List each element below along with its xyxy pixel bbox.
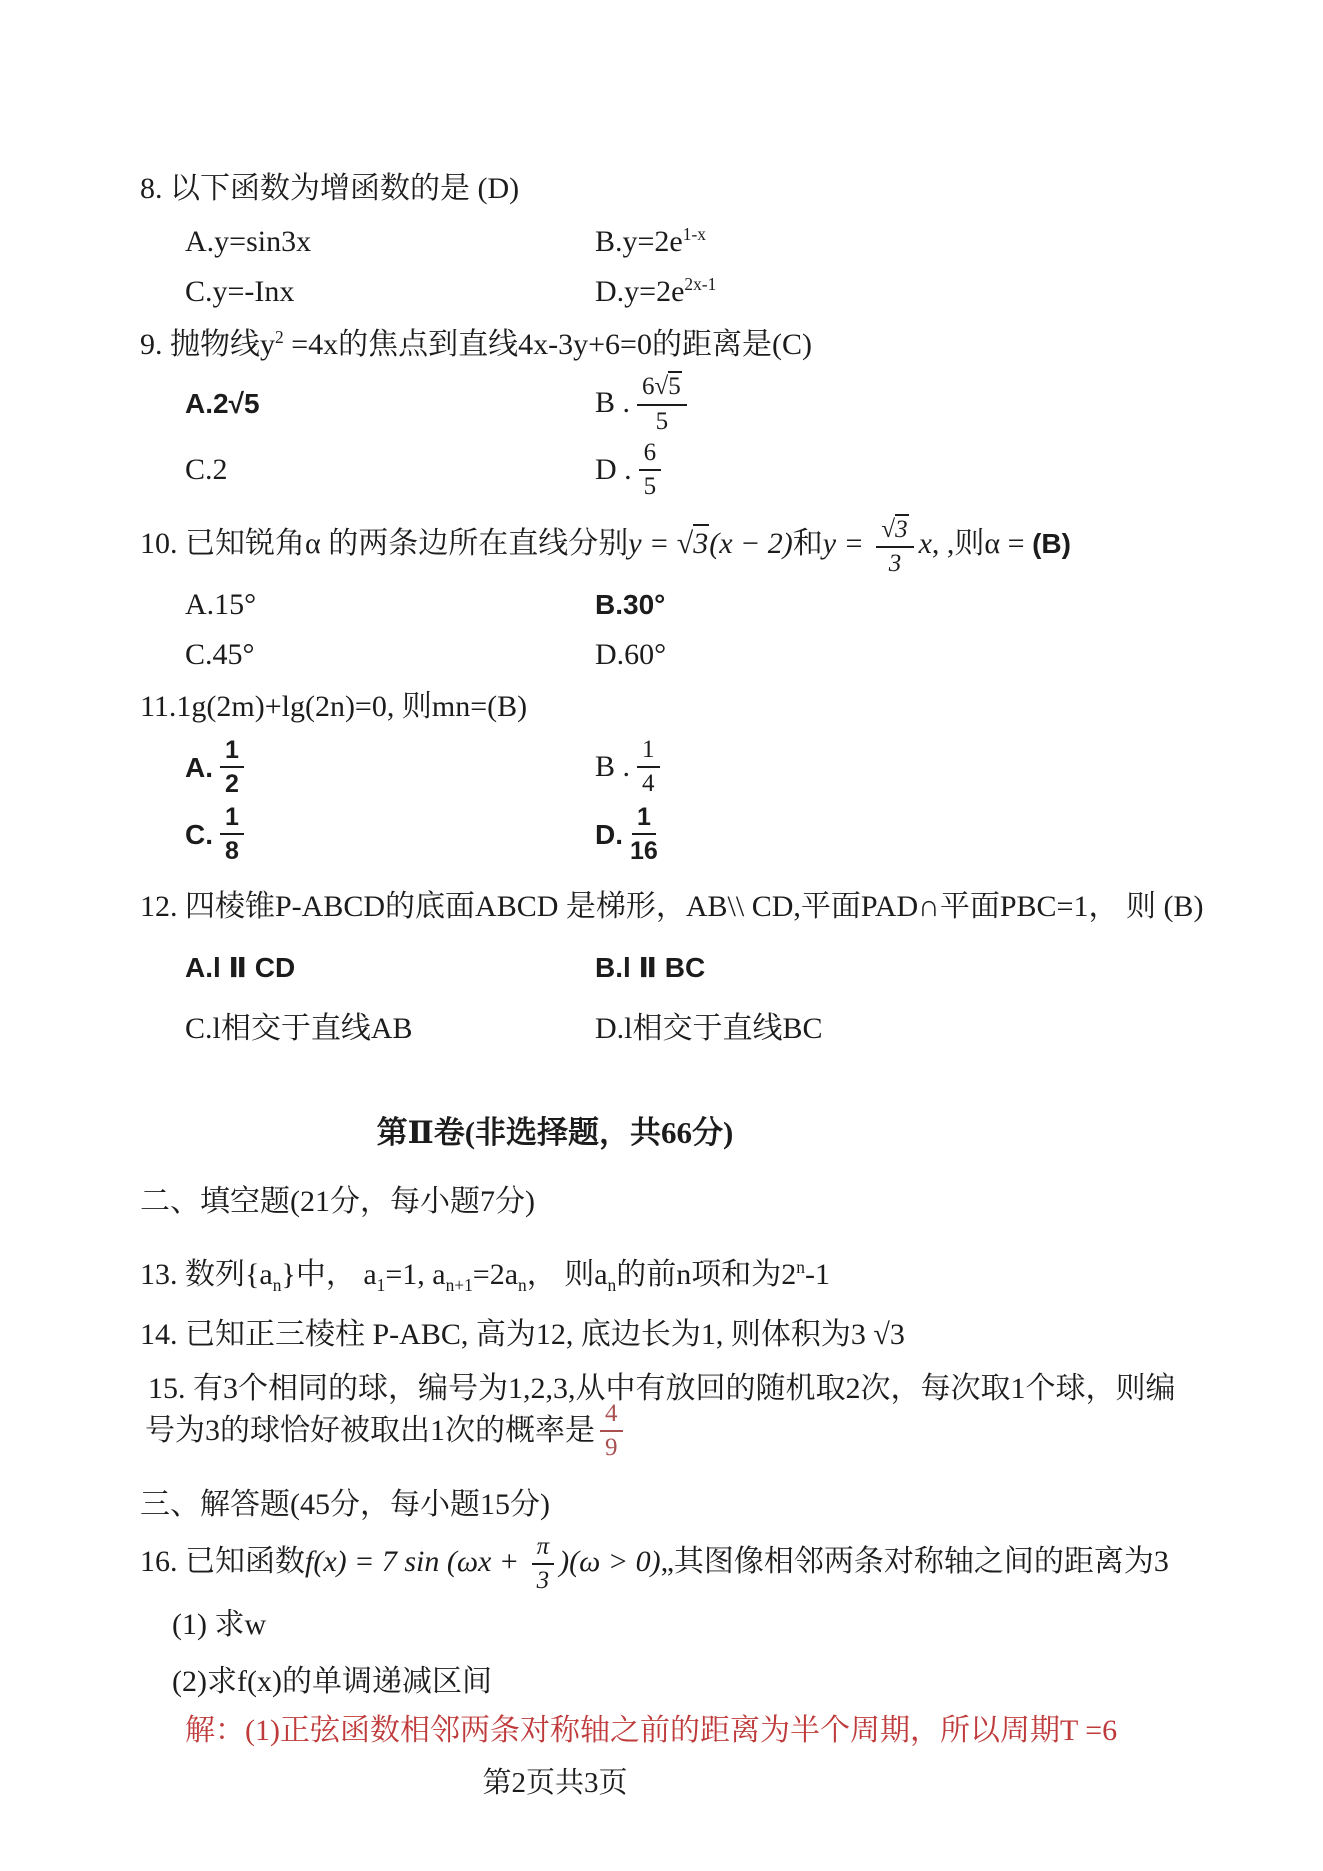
question-11-text: 11.1g(2m)+lg(2n)=0, 则mn=(B)	[140, 690, 528, 723]
q10-option-b-text: B.30°	[595, 589, 666, 621]
q8-option-c-text: C.y=-Inx	[185, 275, 295, 308]
q11-option-c	[140, 804, 595, 865]
question-11-options-row-2	[140, 802, 1223, 866]
section-2-title-text: 第Ⅱ卷(非选择题，共66分)	[376, 1115, 734, 1150]
q11-option-d-fraction: $\frac{1}{16}$	[630, 802, 658, 865]
question-9-stem	[140, 326, 1223, 364]
q9-option-a-text: A.2√5	[185, 387, 260, 419]
q11-option-d	[595, 804, 1223, 865]
question-10-options-row-2	[140, 636, 1223, 674]
q10-option-c	[140, 636, 595, 674]
q12-option-a-text: A.l Ⅱ CD	[185, 952, 296, 983]
question-9-options-row-2	[140, 437, 1223, 503]
q12-option-a	[140, 950, 595, 985]
q9-option-c	[140, 451, 595, 489]
q11-option-b-label: B .	[595, 750, 631, 784]
question-10-text: 10. 已知锐角α 的两条边所在直线分别y = √3(x − 2)和y = √ 3 3 x, ,则α = (B)	[140, 516, 1071, 578]
question-11-stem	[140, 688, 1223, 726]
q8-option-d-text: $D.y=2e^{2x-1}$	[595, 274, 717, 308]
question-16-stem	[140, 1534, 1223, 1595]
q9-option-c-text: C.2	[185, 453, 228, 487]
q10-option-a-text: A.15°	[185, 588, 257, 621]
q10-option-d-text: D.60°	[595, 638, 667, 671]
q12-option-c-text: C.l相交于直线AB	[185, 1012, 413, 1045]
q11-option-a	[140, 737, 595, 798]
question-8-stem	[140, 170, 1223, 208]
question-16-solution-line	[185, 1712, 1223, 1750]
question-10-stem	[140, 514, 1223, 578]
question-10-options-row-1	[140, 586, 1223, 624]
q12-option-d	[595, 1010, 1223, 1048]
q11-option-a-label: A.	[185, 751, 213, 783]
question-11-options-row-1	[140, 735, 1223, 799]
q8-option-a	[140, 223, 595, 261]
q11-option-c-label: C.	[185, 818, 213, 850]
question-12-text: 12. 四棱锥P-ABCD的底面ABCD 是梯形，AB\\ CD,平面PAD∩平面PBC=1， 则 (B)	[140, 890, 1204, 923]
q8-option-b-text: $B.y=2e^{1-x}$	[595, 224, 706, 258]
q10-option-a	[140, 586, 595, 624]
question-16-part-1-text: (1) 求w	[172, 1608, 267, 1641]
question-8-options-row-1	[140, 223, 1223, 261]
question-15-line-2-text: 号为3的球恰好被取出1次的概率是	[145, 1414, 595, 1448]
question-15-answer-fraction: $\frac{4}{9}$	[595, 1401, 628, 1462]
page-footer	[140, 1765, 970, 1801]
q9-option-d	[595, 440, 1223, 501]
section-2-title	[140, 1114, 970, 1153]
q11-option-c-fraction: $\frac{1}{8}$	[220, 804, 244, 865]
question-12-options-row-1	[140, 950, 1223, 985]
q8-option-d	[595, 273, 1223, 311]
question-8-text: 8. 以下函数为增函数的是 (D)	[140, 172, 520, 205]
q11-option-b-fraction: $\frac{1}{4}$	[637, 737, 660, 798]
q12-option-d-text: D.l相交于直线BC	[595, 1012, 823, 1045]
q9-option-a	[140, 386, 595, 421]
q8-option-a-text: A.y=sin3x	[185, 225, 312, 258]
question-14	[140, 1316, 1223, 1354]
question-14-text: 14. 已知正三棱柱 P-ABC, 高为12, 底边长为1, 则体积为3 √3	[140, 1318, 905, 1351]
q12-option-b-text: B.l Ⅱ BC	[595, 952, 706, 983]
question-12-stem	[140, 888, 1223, 926]
q9-option-b-fraction: 6√ 5 5	[637, 371, 687, 435]
q11-option-b	[595, 737, 1223, 798]
question-15-line-1-text: 15. 有3个相同的球，编号为1,2,3,从中有放回的随机取2次，每次取1个球，则编	[148, 1372, 1176, 1405]
question-15-line-2	[145, 1398, 1223, 1464]
question-9-text: 9. 抛物线$y^2 =4x$的焦点到直线4x-3y+6=0的距离是(C)	[140, 327, 812, 361]
q9-option-b	[595, 371, 1223, 435]
q9-option-b-label: B .	[595, 386, 631, 420]
q9-option-d-label: D .	[595, 453, 632, 487]
solve-section-header-text: 三、解答题(45分，每小题15分)	[140, 1488, 550, 1521]
page-footer-text: 第2页共3页	[482, 1767, 628, 1799]
q10-option-b	[595, 587, 1223, 622]
question-9-options-row-1	[140, 370, 1223, 436]
fill-in-section-header-text: 二、填空题(21分，每小题7分)	[140, 1185, 535, 1218]
q12-option-b	[595, 950, 1223, 985]
q9-option-d-fraction: $\frac{6}{5}$	[639, 440, 662, 501]
question-16-solution-text: 解：(1)正弦函数相邻两条对称轴之前的距离为半个周期，所以周期T =6	[185, 1714, 1118, 1747]
q8-option-c	[140, 273, 595, 311]
q8-option-b	[595, 223, 1223, 261]
question-16-text: 16. 已知函数f(x) = 7 sin (ωx + $\frac{\pi}{3}$ )(ω > 0)„其图像相邻两条对称轴之间的距离为3	[140, 1533, 1169, 1595]
q10-option-d	[595, 636, 1223, 674]
question-16-part-2-text: (2)求f(x)的单调递减区间	[172, 1665, 492, 1698]
q11-option-d-label: D.	[595, 818, 623, 850]
fill-in-section-header	[140, 1183, 1223, 1221]
solve-section-header	[140, 1486, 1223, 1524]
question-13	[140, 1256, 1223, 1294]
q12-option-c	[140, 1010, 595, 1048]
question-8-options-row-2	[140, 273, 1223, 311]
q11-option-a-fraction: $\frac{1}{2}$	[220, 737, 244, 798]
question-16-part-2	[172, 1663, 1223, 1701]
question-12-options-row-2	[140, 1010, 1223, 1048]
question-16-part-1	[172, 1606, 1223, 1644]
q10-option-c-text: C.45°	[185, 638, 255, 671]
question-13-text: 13. 数列$\{a_n\}$中， $a_1=1$, $a_{n+1}=2a_n$， 则$a_n$的前n项和为2$^n$-1	[140, 1257, 830, 1295]
